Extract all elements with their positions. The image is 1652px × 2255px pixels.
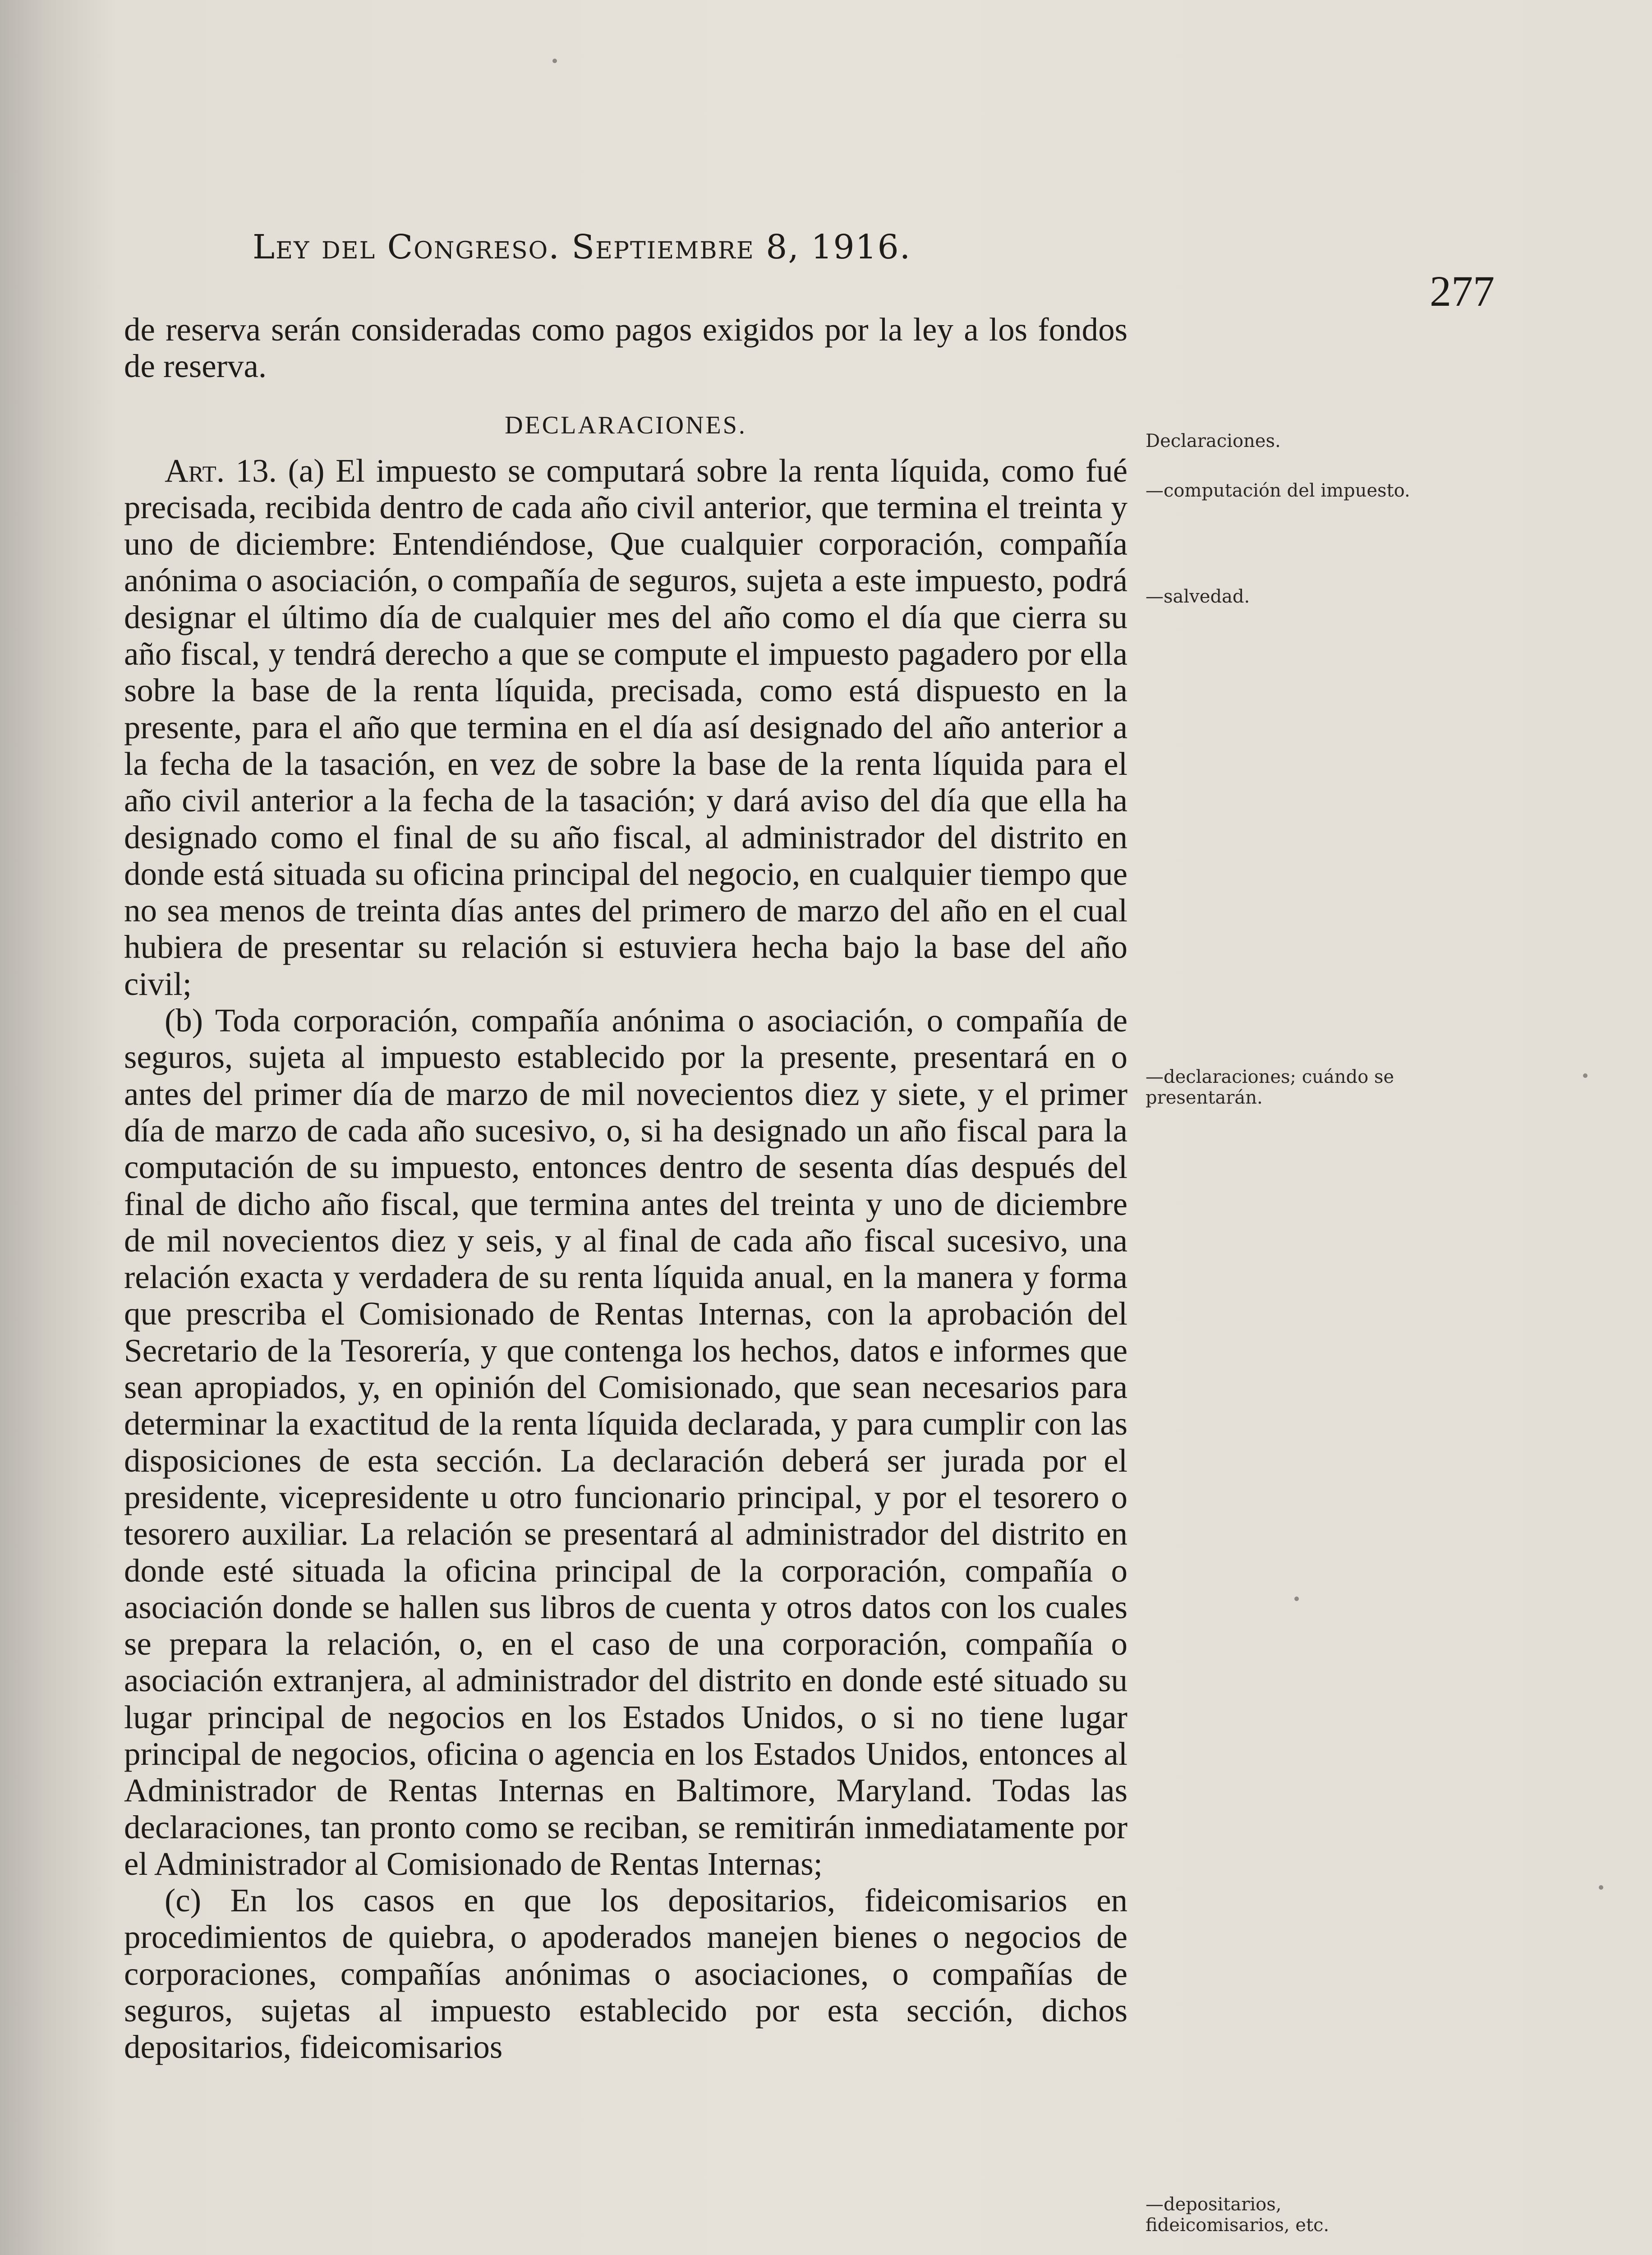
page-number: 277 [1430,267,1495,315]
margin-note-depositarios: —depositarios, fideicomisarios, etc. [1146,2194,1330,2236]
paper-speck [1294,1597,1299,1601]
running-header [253,228,1100,277]
body-text [124,311,1127,2066]
opening-paragraph: de reserva serán consideradas como pagos exigidos por la ley a los fondos de reserva. [124,311,1127,385]
paragraph-b: (b) Toda corporación, compañía anónima o asociación, o compañía de seguros, sujeta al impuesto establecido por la presente, presentará en o antes del primer día de marzo de mil novecientos diez y siete, y el primer día de marzo de cada año sucesivo, o, si ha designado un año fiscal para la computación de su impuesto, entonces dentro de sesenta días después del final de dicho año fiscal, que termina antes del treinta y uno de diciembre de mil novecientos diez y seis, y al final de cada año fiscal sucesivo, una relación exacta y verdadera de su renta líquida anual, en la manera y forma que prescriba el Comisionado de Rentas Internas, con la aprobación del Secretario de la Tesorería, y que contenga los hechos, datos e informes que sean apropiados, y, en opinión del Comisionado, que sean necesarios para determinar la exactitud de la renta líquida declarada, y para cumplir con las disposiciones de esta sección. La declaración deberá ser jurada por el presidente, vicepresidente u otro funcionario principal, y por el tesorero o tesorero auxiliar. La relación se presentará al administrador del distrito en donde esté situada la oficina principal de la corporación, compañía o asociación donde se hallen sus libros de cuenta y otros datos con los cuales se prepara la relación, o, en el caso de una corporación, compañía o asociación extranjera, al administrador del distrito en donde esté situado su lugar principal de negocios en los Estados Unidos, o si no tiene lugar principal de negocios, oficina o agencia en los Estados Unidos, entonces al Administrador de Rentas Internas en Baltimore, Maryland. Todas las declaraciones, tan pronto como se reciban, se remitirán inmediatamente por el Administrador al Comisionado de Rentas Internas; [124,1002,1127,1882]
margin-note-computacion: —computación del impuesto. [1146,480,1410,501]
paper-speck [552,59,557,63]
margin-note-salvedad: —salvedad. [1146,586,1250,607]
margin-note-cuando-presentar: —declaraciones; cuándo se presentarán. [1146,1067,1394,1108]
paragraph-a-text: (a) El impuesto se computará sobre la renta líquida, como fué precisada, recibida dentro de cada año civil anterior, que termina el treinta y uno de diciembre: Entendiéndose, Que cualquier corporación, compañía anónima o asociación, o compañía de seguros, sujeta a este impuesto, podrá designar el último día de cualquier mes del año como el día que cierra su año fiscal, y tendrá derecho a que se compute el impuesto pagadero por ella sobre la base de la renta líquida, precisada, como está dispuesto en la presente, para el año que termina en el día así designado del año anterior a la fecha de la tasación, en vez de sobre la base de la renta líquida para el año civil anterior a la fecha de la tasación; y dará aviso del día que ella ha designado como el final de su año fiscal, al administrador del distrito en donde está situada su oficina principal del negocio, en cualquier tiempo que no sea menos de treinta días antes del primero de marzo del año en el cual hubiera de presentar su relación si estuviera hecha bajo la base del año civil; [124,452,1127,1002]
article-label: Art. 13. [165,452,277,489]
running-title: Ley del Congreso. Septiembre 8, 1916. [253,228,911,267]
paper-speck [1599,1885,1603,1890]
section-heading: DECLARACIONES. [505,411,747,439]
paragraph-c: (c) En los casos en que los depositarios, fideicomisarios en procedimientos de quiebra, o apoderados manejen bienes o negocios de corporaciones, compañías anónimas o asociaciones, o compañías de seguros, sujetas al impuesto establecido por esta sección, dichos depositarios, fideicomisarios [124,1882,1127,2066]
margin-note-declaraciones: Declaraciones. [1146,431,1281,451]
paragraph-a [124,452,1127,1002]
paper-speck [1583,1073,1588,1078]
